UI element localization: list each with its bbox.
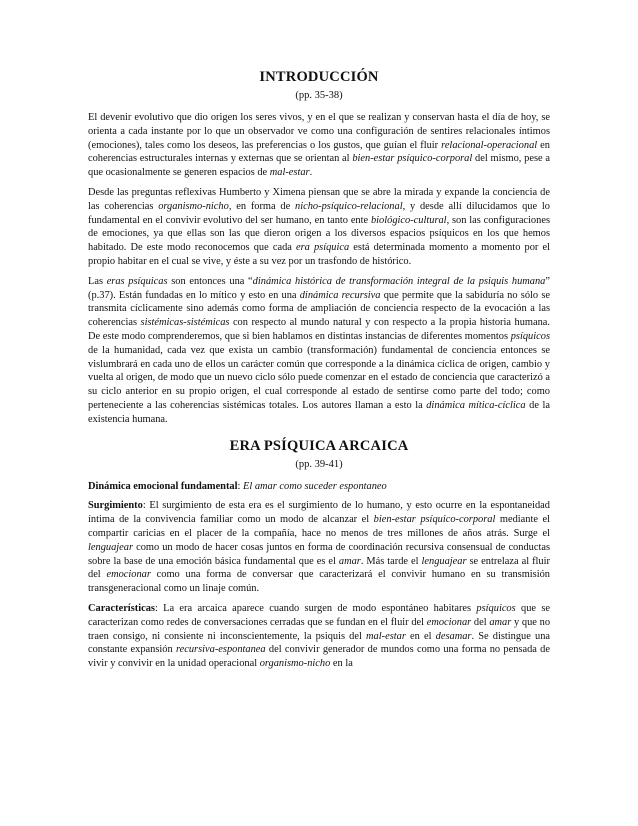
text-run: : El surgimiento de esta era es el surgimiento de lo humano, y esto ocurre en la espontaneidad íntima de la convivencia familiar como un modo de alcanzar el xyxy=(88,500,550,526)
italic-text: lenguajear xyxy=(421,555,467,567)
text-run: que permite que la sabiduría no sólo se transmita cíclicamente sino además como forma de ampliación de conciencia respecto de la evocación a las coherencias xyxy=(88,289,550,329)
italic-text: relacional-operacional xyxy=(441,139,538,151)
bold-label: Dinámica emocional fundamental xyxy=(88,480,238,492)
text-run: del convivir generador de mundos como una forma no pensada de vivir y convivir en la unidad operacional xyxy=(88,644,550,670)
italic-text: psíquicos xyxy=(510,330,550,342)
italic-text: dinámica mítica-cíclica xyxy=(426,399,526,411)
text-run: de la existencia humana. xyxy=(88,399,550,425)
text-run: del xyxy=(471,616,490,628)
italic-text: era psíquica xyxy=(296,242,350,254)
text-run: en coherencias estructurales internas y externas que se orientan al xyxy=(88,139,550,165)
text-run: . xyxy=(309,167,313,179)
text-run: ” (p.37). Están fundadas en lo mítico y esto en una xyxy=(88,275,550,301)
text-run: en la xyxy=(330,658,353,670)
text-run: Las xyxy=(88,275,107,287)
paragraph-dinamica xyxy=(88,480,550,494)
text-run: . Más tarde el xyxy=(360,555,422,567)
italic-text: desamar xyxy=(435,630,472,642)
italic-text: emocionar xyxy=(106,569,151,581)
paragraph-caracteristicas xyxy=(88,602,550,671)
text-run: mediante el compartir caricias en el placer de la compañía, hace no menos de tres millones de años atrás. Surge el xyxy=(88,514,550,539)
italic-text: bien-estar psíquico-corporal xyxy=(373,514,496,526)
text-run: como un modo de hacer cosas juntos en forma de coordinación recursiva consensual de conductas sobre la base de una emoción básica fundamental que es el xyxy=(88,541,550,567)
text-run: que se caracterizan como redes de conversaciones cerradas que se fundan en el fluir del xyxy=(88,602,550,628)
bold-label: Características xyxy=(88,602,155,614)
paragraph xyxy=(88,111,550,180)
text-run: El devenir evolutivo que dio origen los seres vivos, y en el que se realizan y conservan hasta el día de hoy, se orienta a cada instante por lo que un observador ve como una configuración de sentires relacionales íntimos (emociones), tales como los deseos, las preferencias o los gustos, que guían el fluir xyxy=(88,112,550,151)
paragraph-surgimiento xyxy=(88,499,550,596)
section-page-range: (pp. 39-41) xyxy=(295,458,343,470)
text-run: está determinada momento a momento por el propio habitar en el cual se vive, y éste a su vez por un trasfondo de histórico. xyxy=(88,242,550,267)
text-run: , y desde allí dilucidamos que lo fundamental en el convivir evolutivo del ser humano, en tanto ente xyxy=(88,200,550,226)
italic-text: dinámica histórica de transformación integral de la psiquis humana xyxy=(252,275,546,287)
paragraph xyxy=(88,186,550,269)
text-run: : xyxy=(237,480,244,492)
italic-text: recursiva-espontanea xyxy=(175,644,266,656)
section-title-era-arcaica: ERA PSÍQUICA ARCAICA xyxy=(229,437,409,454)
text-run: Desde las preguntas reflexivas Humberto y Ximena piensan que se abre la mirada y expande la conciencia de las coherencias xyxy=(88,186,550,212)
section-title-introduccion: INTRODUCCIÓN xyxy=(259,69,379,85)
text-run: con respecto al mundo natural y con respecto a la propia historia humana. De este modo comprenderemos, que si bien hablamos en distintas instancias de diferentes momentos xyxy=(88,317,550,342)
italic-text: amar xyxy=(338,555,361,567)
italic-text: El amar como suceder espontaneo xyxy=(243,480,387,492)
italic-text: lenguajear xyxy=(88,541,134,553)
italic-text: emocionar xyxy=(426,616,472,628)
italic-text: nicho-psíquico-relacional xyxy=(295,200,403,212)
italic-text: mal-estar xyxy=(366,630,406,642)
text-run: : La era arcaica aparece cuando surgen de modo espontáneo habitares xyxy=(154,602,477,614)
text-run: se entrelaza al fluir del xyxy=(88,555,550,581)
italic-text: amar xyxy=(489,616,512,628)
text-run: son entonces una “ xyxy=(167,275,253,287)
paragraph xyxy=(88,275,550,427)
text-run: . Se distingue una constante expansión xyxy=(88,630,551,656)
text-run: del mismo, pese a que ocasionalmente se generen espacios de xyxy=(88,153,550,179)
italic-text: organismo-nicho xyxy=(259,658,331,670)
text-run: , en forma de xyxy=(228,200,296,212)
text-run: , son las configuraciones de emociones, ya que ellas son las que dieron origen a los diversos espacios psíquicos en los que hemos habitado. De este modo reconocemos que cada xyxy=(88,214,550,254)
section-page-range: (pp. 35-38) xyxy=(295,90,343,101)
page-content xyxy=(88,68,550,677)
italic-text: mal-estar xyxy=(269,167,310,179)
text-run: de la humanidad, cada vez que exista un cambio (transformación) fundamental de conciencia entonces se vislumbrará en cada uno de ellos un carácter común que corresponde a la dinámica cíclica de origen, cambio y vuelta al origen, de modo que un nuevo ciclo sólo puede comenzar en el estado de conciencia que caracterizó a su ciclo anterior en su propio origen, el cual corresponde al estado de sentirse como parte del todo; como perteneciente a las coherencias sistémicas totales. Los autores llaman a esto la xyxy=(88,344,550,411)
italic-text: dinámica recursiva xyxy=(299,289,381,301)
italic-text: psíquicos xyxy=(476,602,516,614)
italic-text: bien-estar psíquico-corporal xyxy=(352,153,473,165)
italic-text: organismo-nicho xyxy=(158,200,229,212)
text-run: en el xyxy=(405,630,436,642)
bold-label: Surgimiento xyxy=(88,500,143,512)
text-run: y que no traen consigo, ni consiente ni inconscientemente, la psiquis del xyxy=(88,616,551,642)
italic-text: sistémicas-sistémicas xyxy=(140,317,230,329)
italic-text: biológico-cultural xyxy=(370,214,447,226)
text-run: como una forma de conversar que caracterizará el convivir humano en su transmisión transgeneracional como un linaje común. xyxy=(88,569,550,595)
italic-text: eras psíquicas xyxy=(106,275,168,287)
